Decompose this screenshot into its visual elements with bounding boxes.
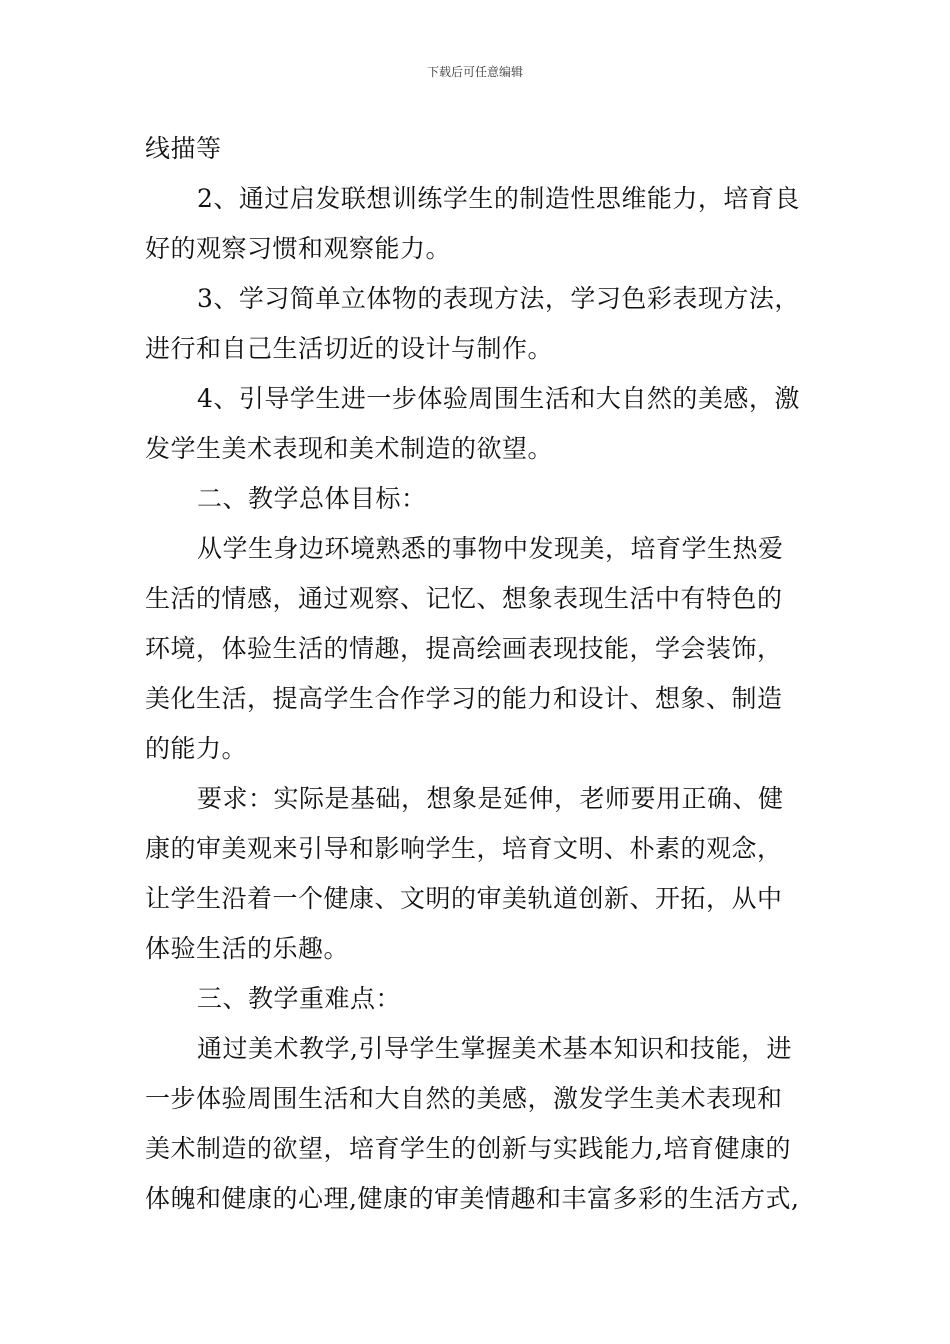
text-line: 进行和自己生活切近的设计与制作。 bbox=[145, 334, 554, 363]
text-line: 环境，体验生活的情趣，提高绘画表现技能，学会装饰， bbox=[145, 634, 783, 663]
text-line: 通过美术教学,引导学生掌握美术基本知识和技能，进 bbox=[197, 1034, 792, 1063]
text-line: 康的审美观来引导和影响学生，培育文明、朴素的观念， bbox=[145, 834, 783, 863]
text-line: 发学生美术表现和美术制造的欲望。 bbox=[145, 434, 554, 463]
text-line: 4、引导学生进一步体验周围生活和大自然的美感，激 bbox=[197, 384, 800, 413]
section-heading: 三、教学重难点： bbox=[197, 984, 402, 1013]
text-line: 3、学习简单立体物的表现方法，学习色彩表现方法， bbox=[197, 284, 800, 313]
text-line: 体验生活的乐趣。 bbox=[145, 934, 350, 963]
document-body bbox=[145, 124, 815, 1224]
text-line: 生活的情感，通过观察、记忆、想象表现生活中有特色的 bbox=[145, 584, 783, 613]
text-line: 体魄和健康的心理,健康的审美情趣和丰富多彩的生活方式, bbox=[145, 1184, 800, 1213]
page-header-note: 下载后可任意编辑 bbox=[426, 65, 523, 79]
text-line: 美术制造的欲望，培育学生的创新与实践能力,培育健康的 bbox=[145, 1134, 791, 1163]
text-line: 让学生沿着一个健康、文明的审美轨道创新、开拓，从中 bbox=[145, 884, 783, 913]
text-line: 一步体验周围生活和大自然的美感，激发学生美术表现和 bbox=[145, 1084, 783, 1113]
text-line: 线描等 bbox=[145, 134, 222, 163]
text-line: 要求：实际是基础，想象是延伸，老师要用正确、健 bbox=[197, 784, 784, 813]
text-line: 2、通过启发联想训练学生的制造性思维能力，培育良 bbox=[197, 184, 800, 213]
text-line: 从学生身边环境熟悉的事物中发现美，培育学生热爱 bbox=[197, 534, 784, 563]
text-line: 美化生活，提高学生合作学习的能力和设计、想象、制造 bbox=[145, 684, 783, 713]
text-line: 好的观察习惯和观察能力。 bbox=[145, 234, 452, 263]
section-heading: 二、教学总体目标： bbox=[197, 484, 427, 513]
text-line: 的能力。 bbox=[145, 734, 248, 763]
